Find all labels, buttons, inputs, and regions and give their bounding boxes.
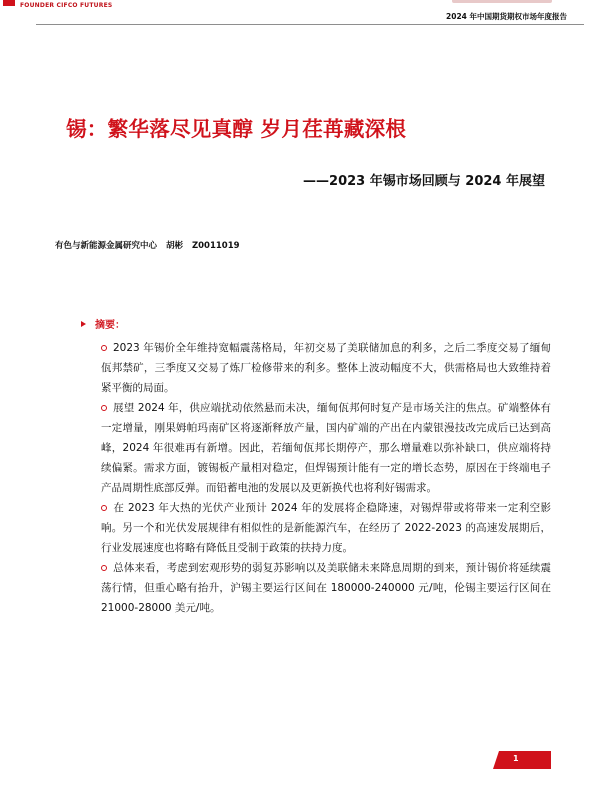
abstract-heading-label: 摘要： [95,320,125,331]
page-title: 锡：繁华落尽见真醇 岁月荏苒藏深根 [66,117,407,141]
abstract-paragraph [101,398,551,498]
company-logo [0,0,140,14]
circle-bullet-icon [101,405,107,411]
author-code: Z0011019 [191,241,240,251]
arrow-right-icon [81,321,86,327]
logo-text: FOUNDER CIFCO FUTURES [20,2,113,9]
page-badge-shape-icon [493,751,551,769]
page-subtitle: ——2023 年锡市场回顾与 2024 年展望 [303,174,545,189]
header-divider [36,24,584,25]
abstract-paragraph [101,498,551,558]
abstract-paragraph-text: 在 2023 年大热的光伏产业预计 2024 年的发展将企稳降速，对锡焊带或将带来一定利空影响。另一个和光伏发展规律有相似性的是新能源汽车，在经历了 2022-2023 的高速发展期后，行业发展速度也将略有降低且受制于政策的扶持力度。 [101,502,551,554]
abstract-body [101,338,551,618]
author-name: 胡彬 [165,241,183,251]
author-line [55,239,246,251]
abstract-paragraph-text: 2023 年锡价全年维持宽幅震荡格局，年初交易了美联储加息的利多，之后二季度交易了缅甸佤邦禁矿，三季度又交易了炼厂检修带来的利多。整体上波动幅度不大，供需格局也大致维持着紧平衡的局面。 [101,342,551,394]
page-number: 1 [513,754,519,763]
circle-bullet-icon [101,345,107,351]
abstract-paragraph-text: 展望 2024 年，供应端扰动依然悬而未决，缅甸佤邦何时复产是市场关注的焦点。矿端整体有一定增量，刚果姆帕玛南矿区将逐渐释放产量，国内矿端的产出在内蒙银漫技改完成后已达到高峰，2024 年很难再有新增。因此，若缅甸佤邦长期停产，那么增量难以弥补缺口，供应端将持续偏紧。需求方面，镀锡板产量相对稳定，但焊锡预计能有一定的增长态势，原因在于终端电子产品周期性底部反弹。而铅蓄电池的发展以及更新换代也将利好锡需求。 [101,402,551,494]
page-number-badge [493,751,551,769]
author-department: 有色与新能源金属研究中心 [55,241,158,251]
header-brand-strip [452,0,552,3]
abstract-heading [81,316,125,331]
abstract-paragraph-text: 总体来看，考虑到宏观形势的弱复苏影响以及美联储未来降息周期的到来，预计锡价将延续震荡行情，但重心略有抬升，沪锡主要运行区间在 180000-240000 元/吨，伦锡主要运行区间在 21000-28000 美元/吨。 [101,562,551,614]
abstract-paragraph [101,338,551,398]
logo-mark-icon [3,0,15,6]
circle-bullet-icon [101,505,107,511]
abstract-paragraph [101,558,551,618]
report-header-title: 2024 年中国期货期权市场年度报告 [446,12,567,21]
circle-bullet-icon [101,565,107,571]
